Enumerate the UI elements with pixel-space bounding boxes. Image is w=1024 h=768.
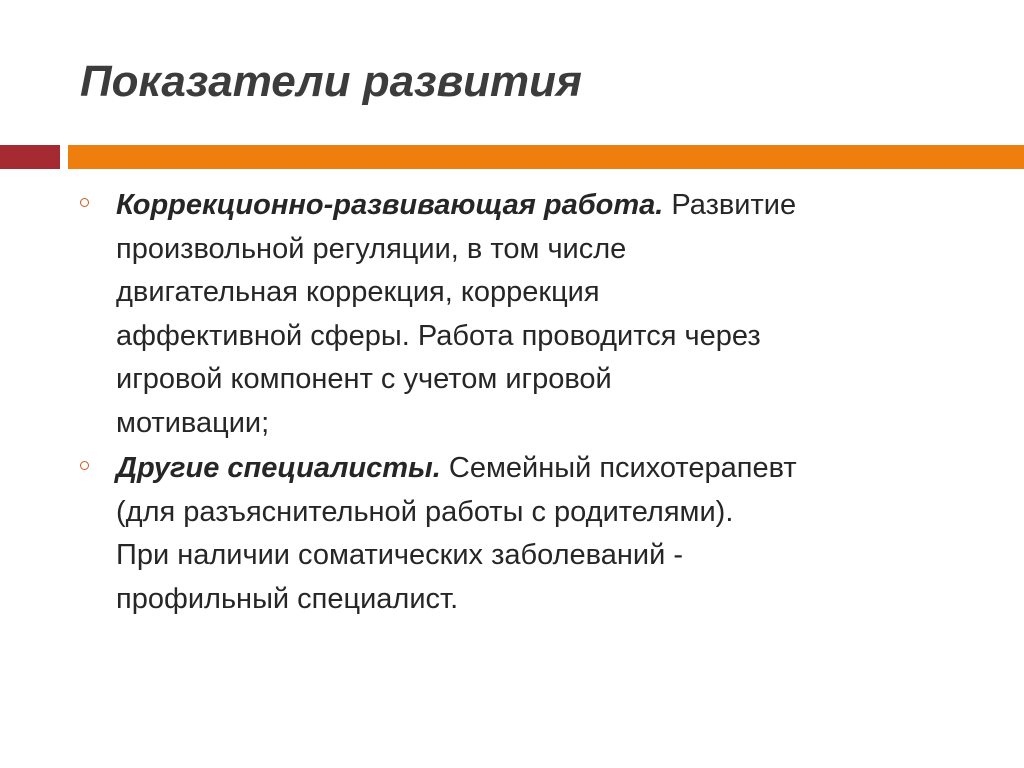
bullet-line: [116, 447, 984, 491]
bullet-line: [116, 184, 984, 228]
accent-bar-left: [0, 145, 60, 169]
bullet-text: При наличии соматических заболеваний -: [116, 539, 684, 571]
bullet-text: Семейный психотерапевт: [448, 452, 797, 484]
hollow-circle-icon: [80, 461, 89, 470]
bullet-text: (для разъяснительной работы с родителями).: [116, 495, 734, 528]
bullet-text: профильный специалист.: [116, 582, 459, 615]
hollow-circle-icon: [80, 198, 89, 207]
bullet-lead: Другие специалисты.: [116, 452, 441, 484]
bullet-text: игровой компонент с учетом игровой: [116, 363, 612, 395]
bullet-item-correction: [0, 184, 1024, 445]
bullet-text: Развитие: [671, 189, 797, 221]
bullet-text: аффективной сферы. Работа проводится через: [116, 319, 761, 352]
accent-bar-right: [68, 145, 1024, 169]
slide-title: Показатели развития: [80, 57, 582, 106]
bullet-text: произвольной регуляции, в том числе: [116, 232, 627, 265]
bullet-lead: Коррекционно-развивающая работа.: [116, 189, 664, 221]
bullet-list: [0, 184, 1024, 623]
bullet-item-specialists: [0, 447, 1024, 621]
bullet-text: двигательная коррекция, коррекция: [116, 276, 600, 308]
bullet-text: мотивации;: [116, 406, 270, 439]
